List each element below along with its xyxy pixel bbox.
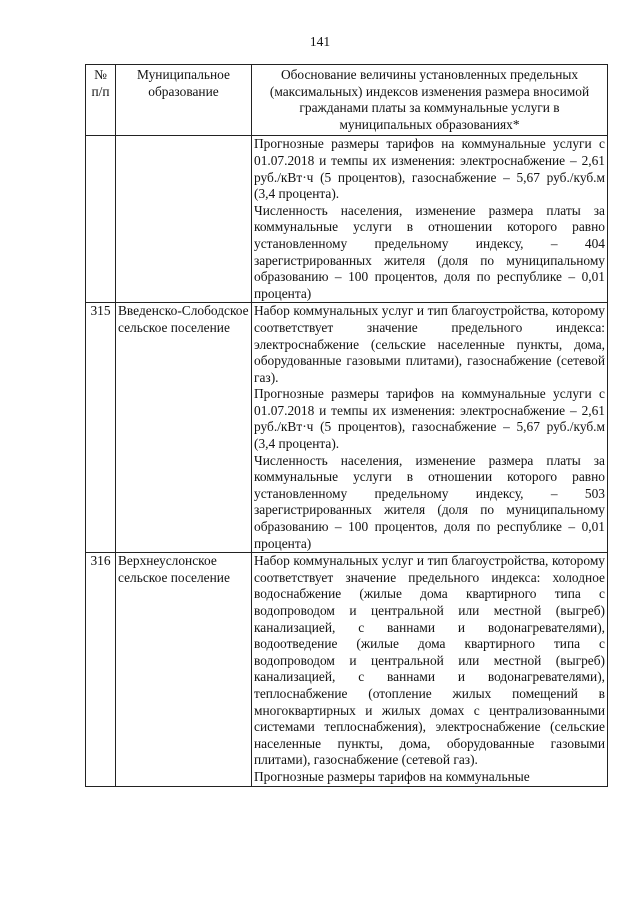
justification-paragraph: Прогнозные размеры тарифов на коммунальные услуги с 01.07.2018 и темпы их изменения: электроснабжение – 2,61 руб./кВт·ч (5 процентов), газоснабжение – 5,67 руб./куб.м (3,4 процента). [254, 136, 605, 202]
justification-paragraph: Прогнозные размеры тарифов на коммунальные [254, 768, 530, 784]
header-num: № п/п [86, 65, 116, 136]
justification-paragraph: Численность населения, изменение размера платы за коммунальные услуги в отношении которого равно установленному предельному индексу, – 404 зарегистрированных жителя (доля по муниципальному образованию – 100 процентов, доля по республике – 0,01 процента) [254, 202, 605, 301]
row-municipality: Верхнеуслонское сельское поселение [116, 553, 252, 786]
row-number [86, 136, 116, 303]
justification-paragraph: Прогнозные размеры тарифов на коммунальные услуги с 01.07.2018 и темпы их изменения: электроснабжение – 2,61 руб./кВт·ч (5 процентов), газоснабжение – 5,67 руб./куб.м (3,4 процента). [254, 386, 605, 452]
justification-paragraph: Набор коммунальных услуг и тип благоустройства, которому соответствует значение предельного индекса: холодное водоснабжение (жилые дома квартирного типа с водопроводом и центральной или местной (выгреб) канализацией, с ваннами и водонагревателями), водоотведение (жилые дома квартирного типа с водопроводом и центральной или местной (выгреб) канализацией, с ваннами и водонагревателями), теплоснабжение (отопление жилых помещений в многоквартирных и жилых домах с централизованными системами теплоснабжения), электроснабжение (сельские населенные пункты, дома, оборудованные газовыми плитами), газоснабжение (сетевой газ). [254, 553, 605, 768]
tariff-table [85, 64, 608, 787]
header-justification: Обоснование величины установленных предельных (максимальных) индексов изменения размера вносимой гражданами платы за коммунальные услуги в муниципальных образованиях* [252, 65, 608, 136]
table-row [86, 553, 608, 786]
header-municipality: Муниципальное образование [116, 65, 252, 136]
page-number: 141 [309, 34, 331, 49]
table-header-row [86, 65, 608, 136]
row-municipality: Введенско-Слободское сельское поселение [116, 303, 252, 553]
row-number: 315 [86, 303, 116, 553]
justification-paragraph: Набор коммунальных услуг и тип благоустройства, которому соответствует значение предельного индекса: электроснабжение (сельские населенные пункты, дома, оборудованные газовыми плитами), газоснабжение (сетевой газ). [254, 303, 605, 385]
row-number: 316 [86, 553, 116, 786]
row-municipality [116, 136, 252, 303]
row-justification [252, 136, 608, 303]
table-row [86, 136, 608, 303]
justification-paragraph: Численность населения, изменение размера платы за коммунальные услуги в отношении которого равно установленному предельному индексу, – 503 зарегистрированных жителя (доля по муниципальному образованию – 100 процентов, доля по республике – 0,01 процента) [254, 452, 605, 551]
table-row [86, 303, 608, 553]
row-justification [252, 303, 608, 553]
row-justification [252, 553, 608, 786]
